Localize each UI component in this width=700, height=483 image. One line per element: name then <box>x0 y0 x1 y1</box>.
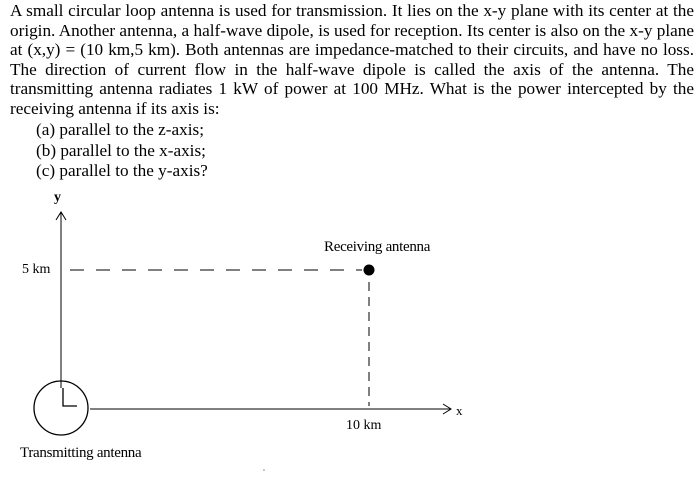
receiving-antenna-dot <box>364 265 375 276</box>
y-tick-label: 5 km <box>22 262 51 277</box>
option-a: (a) parallel to the z-axis; <box>36 120 204 139</box>
bottom-dot <box>263 469 265 471</box>
transmitting-loop-antenna <box>34 381 88 435</box>
option-c: (c) parallel to the y-axis? <box>36 161 208 180</box>
transmitting-antenna-label: Transmitting antenna <box>20 445 142 461</box>
x-axis-label: x <box>456 403 463 418</box>
option-b: (b) parallel to the x-axis; <box>36 140 206 160</box>
problem-statement: A small circular loop antenna is used for transmission. It lies on the x-y plane with its center at the origin. Another antenna, a half-wave dipole, is used for reception. Its center is also on the x-y plane at (x,y) = (10 km,5 km). Both antennas are impedance-matched to their circuits, and have no loss. The direction of current flow in the half-wave dipole is called the axis of the antenna. The transmitting antenna radiates 1 kW of power at 100 MHz. What is the power intercepted by the receiving antenna if its axis is: <box>10 1 694 118</box>
x-tick-label: 10 km <box>346 418 382 433</box>
receiving-antenna-label: Receiving antenna <box>324 239 431 255</box>
loop-feed-icon <box>63 388 77 406</box>
y-axis-label: y <box>54 190 61 205</box>
